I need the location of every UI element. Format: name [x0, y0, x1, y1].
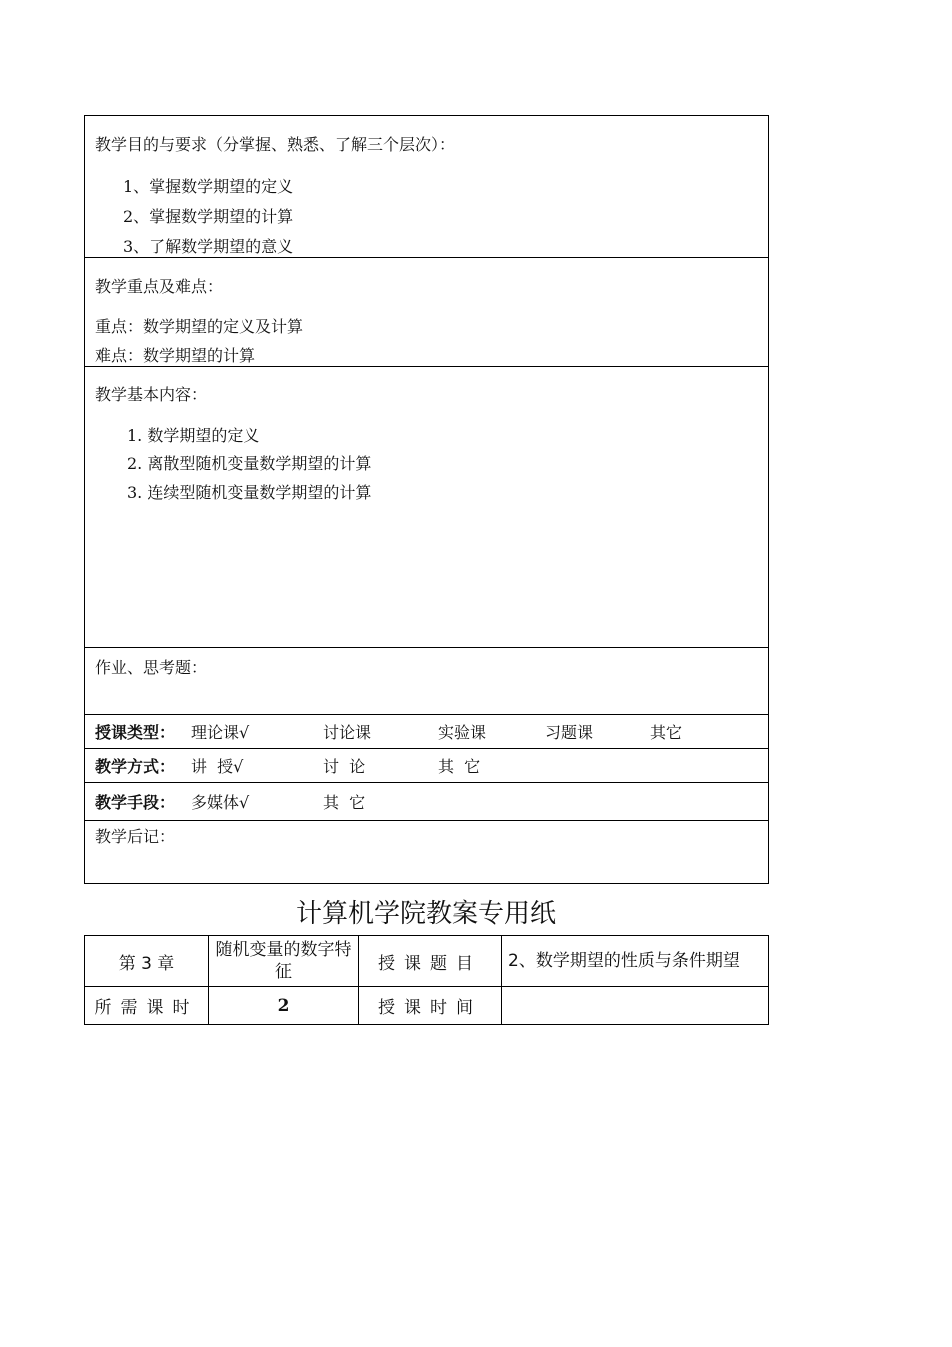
focus-text: 重点：数学期望的定义及计算	[95, 317, 304, 336]
course-type-option: 实验课	[438, 723, 487, 742]
teaching-method-option: 其 它	[438, 757, 481, 776]
content-item: 2. 离散型随机变量数学期望的计算	[127, 454, 372, 473]
chapter-title-cell: 随机变量的数字特征	[209, 936, 359, 987]
time-cell	[502, 987, 769, 1025]
chapter-cell: 第 3 章	[85, 936, 209, 987]
homework-section	[85, 648, 768, 715]
key-points-label: 教学重点及难点：	[95, 277, 224, 296]
time-label-cell: 授课时间	[359, 987, 502, 1025]
content-section	[85, 367, 768, 648]
objectives-section	[85, 116, 768, 258]
topic-cell: 2、数学期望的性质与条件期望	[502, 936, 769, 987]
teaching-means-option: 多媒体√	[191, 793, 250, 812]
course-type-option: 其它	[650, 723, 683, 742]
table-row	[85, 987, 769, 1025]
teaching-method-option: 讨 论	[323, 757, 366, 776]
content-item: 3. 连续型随机变量数学期望的计算	[127, 483, 372, 502]
difficulty-text: 难点：数学期望的计算	[95, 346, 256, 365]
objective-item: 2、掌握数学期望的计算	[123, 207, 294, 226]
page-title: 计算机学院教案专用纸	[295, 899, 556, 929]
teaching-means-row	[85, 783, 768, 821]
postscript-section	[85, 821, 768, 883]
teaching-method-label: 教学方式：	[95, 757, 176, 776]
lesson-plan-sheet	[84, 115, 769, 884]
objectives-label: 教学目的与要求（分掌握、熟悉、了解三个层次）：	[95, 135, 456, 154]
hours-label-cell: 所需课时	[85, 987, 209, 1025]
course-type-option: 理论课√	[191, 723, 250, 742]
teaching-means-label: 教学手段：	[95, 793, 176, 812]
objective-item: 3、了解数学期望的意义	[123, 237, 294, 256]
key-points-section	[85, 258, 768, 367]
course-type-option: 讨论课	[323, 723, 372, 742]
course-info-table	[84, 935, 769, 1025]
postscript-label: 教学后记：	[95, 827, 176, 846]
homework-label: 作业、思考题：	[95, 658, 208, 677]
teaching-method-option: 讲 授√	[191, 757, 244, 776]
course-type-row	[85, 715, 768, 749]
table-row	[85, 936, 769, 987]
course-type-label: 授课类型：	[95, 723, 176, 742]
content-label: 教学基本内容：	[95, 385, 208, 404]
objective-item: 1、掌握数学期望的定义	[123, 177, 294, 196]
topic-label-cell: 授课题目	[359, 936, 502, 987]
teaching-means-option: 其 它	[323, 793, 366, 812]
course-type-option: 习题课	[545, 723, 594, 742]
content-item: 1. 数学期望的定义	[127, 426, 260, 445]
hours-cell: 2	[209, 987, 359, 1025]
teaching-method-row	[85, 749, 768, 783]
